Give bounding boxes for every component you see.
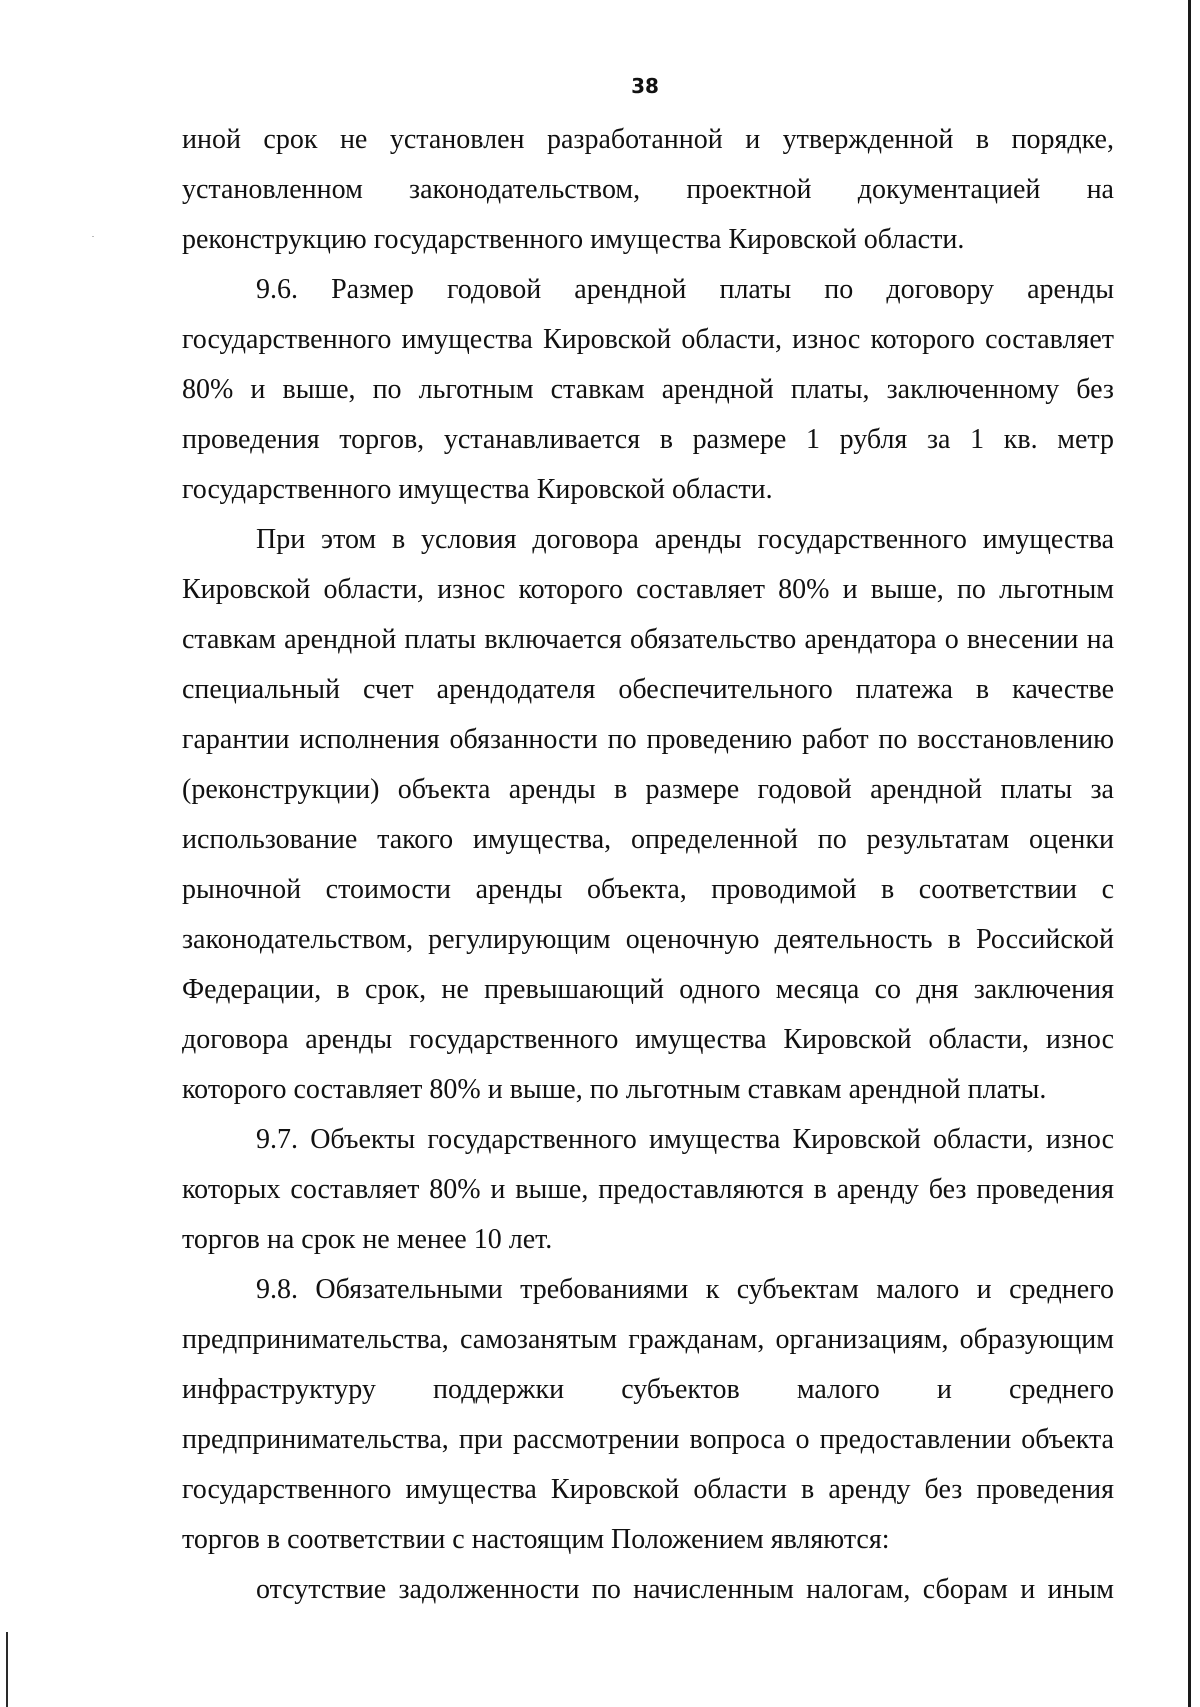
scan-speck <box>92 236 94 237</box>
text-line: которого составляет 80% и выше, по льготным ставкам арендной платы. <box>182 1074 1047 1105</box>
text-line: проведения торгов, устанавливается в размере 1 рубля за 1 кв. метр <box>182 424 1114 455</box>
text-line: торгов в соответствии с настоящим Положением являются: <box>182 1524 890 1555</box>
text-line: договора аренды государственного имущества Кировской области, износ <box>182 1024 1114 1055</box>
text-line: предпринимательства, при рассмотрении вопроса о предоставлении объекта <box>182 1424 1114 1455</box>
text-line: (реконструкции) объекта аренды в размере годовой арендной платы за <box>182 774 1114 805</box>
text-line: законодательством, регулирующим оценочную деятельность в Российской <box>182 924 1114 955</box>
text-line: специальный счет арендодателя обеспечительного платежа в качестве <box>182 674 1114 705</box>
scan-edge-right <box>1188 0 1191 1707</box>
text-line: инфраструктуру поддержки субъектов малого и среднего <box>182 1374 1114 1405</box>
text-line: 9.7. Объекты государственного имущества Кировской области, износ <box>256 1124 1114 1155</box>
text-line: Федерации, в срок, не превышающий одного месяца со дня заключения <box>182 974 1114 1005</box>
text-line: Кировской области, износ которого составляет 80% и выше, по льготным <box>182 574 1114 605</box>
document-body <box>182 115 1114 1615</box>
text-line: предпринимательства, самозанятым гражданам, организациям, образующим <box>182 1324 1114 1355</box>
page-number: 38 <box>631 74 659 98</box>
text-line: рыночной стоимости аренды объекта, проводимой в соответствии с <box>182 874 1114 905</box>
text-line: государственного имущества Кировской области. <box>182 474 773 505</box>
text-line: гарантии исполнения обязанности по проведению работ по восстановлению <box>182 724 1114 755</box>
scan-edge-left <box>6 1632 8 1707</box>
text-line: государственного имущества Кировской области, износ которого составляет <box>182 324 1114 355</box>
text-line: отсутствие задолженности по начисленным налогам, сборам и иным <box>256 1574 1114 1605</box>
text-line: государственного имущества Кировской области в аренду без проведения <box>182 1474 1114 1505</box>
text-line: использование такого имущества, определенной по результатам оценки <box>182 824 1114 855</box>
text-line: 9.6. Размер годовой арендной платы по договору аренды <box>256 274 1114 305</box>
text-line: 9.8. Обязательными требованиями к субъектам малого и среднего <box>256 1274 1114 1305</box>
text-line: иной срок не установлен разработанной и утвержденной в порядке, <box>182 124 1114 155</box>
text-line: 80% и выше, по льготным ставкам арендной платы, заключенному без <box>182 374 1114 405</box>
text-line: которых составляет 80% и выше, предоставляются в аренду без проведения <box>182 1174 1114 1205</box>
text-line: ставкам арендной платы включается обязательство арендатора о внесении на <box>182 624 1114 655</box>
text-line: реконструкцию государственного имущества Кировской области. <box>182 224 965 255</box>
text-line: установленном законодательством, проектной документацией на <box>182 174 1114 205</box>
text-line: При этом в условия договора аренды государственного имущества <box>256 524 1114 555</box>
text-line: торгов на срок не менее 10 лет. <box>182 1224 553 1255</box>
